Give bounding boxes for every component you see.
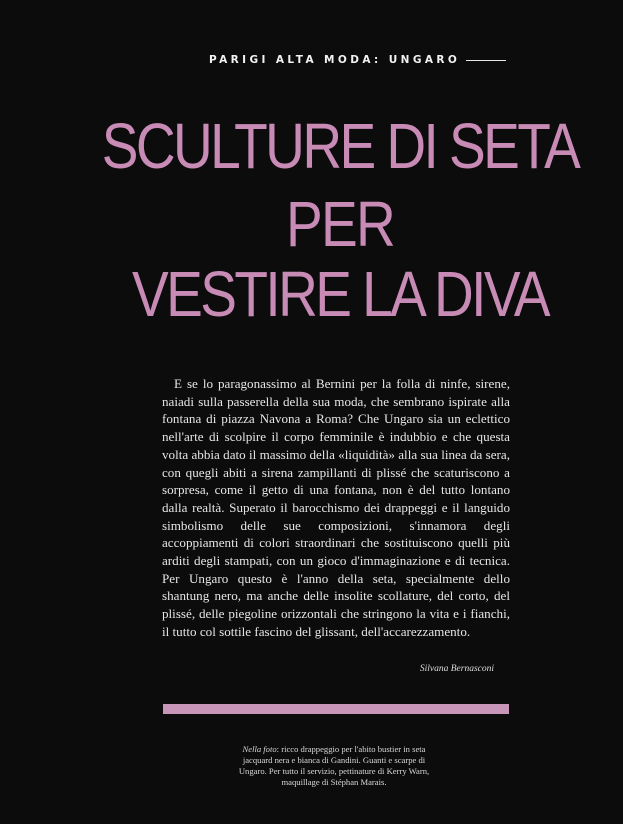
article-body xyxy=(162,375,510,641)
caption-text: : ricco drappeggio per l'abito bustier in seta jacquard nera e bianca di Gandini. Guanti e scarpe di Ungaro. Per tutto il servizio, pettinature di Kerry Warn, maquillage di Stéphan Marais. xyxy=(238,744,430,787)
caption-lead: Nella foto xyxy=(242,744,277,754)
accent-bar xyxy=(163,704,509,714)
headline-line-1: SCULTURE DI SETA xyxy=(101,110,579,182)
section-kicker: PARIGI ALTA MODA: UNGARO xyxy=(209,54,461,66)
headline-line-2: PER xyxy=(285,188,395,260)
section-header xyxy=(162,52,508,68)
author-byline: Silvana Bernasconi xyxy=(419,664,494,674)
headline-line-3: VESTIRE LA DIVA xyxy=(131,258,549,330)
article-paragraph: E se lo paragonassimo al Bernini per la folla di ninfe, sirene, naiadi sulla passerella della sua moda, che sembrano ispirate alla fontana di piazza Navona a Roma? Che Ungaro sia un eclettico nell'arte di scolpire il corpo femminile è indubbio e che questa volta abbia dato il massimo della «liquidità» alla sua linea da sera, con quegli abiti a sirena zampillanti di plissé che scaturiscono a sorpresa, come il getto di una fontana, non è del tutto lontano dalla realtà. Superato il barocchismo dei drappeggi e il languido simbolismo delle sue composizioni, s'innamora degli accoppiamenti di colori straordinari che sostituiscono quelli più arditi degli stampati, con un gioco d'immaginazione e di tecnica. Per Ungaro questo è l'anno della seta, specialmente dello shantung nero, ma anche delle insolite scollature, del corto, del plissé, delle piegoline orizzontali che stringono la vita e i fianchi, il tutto col sottile fascino del glissant, dell'accarezzamento. xyxy=(162,376,510,639)
photo-caption xyxy=(236,744,432,788)
kicker-rule xyxy=(466,60,506,61)
